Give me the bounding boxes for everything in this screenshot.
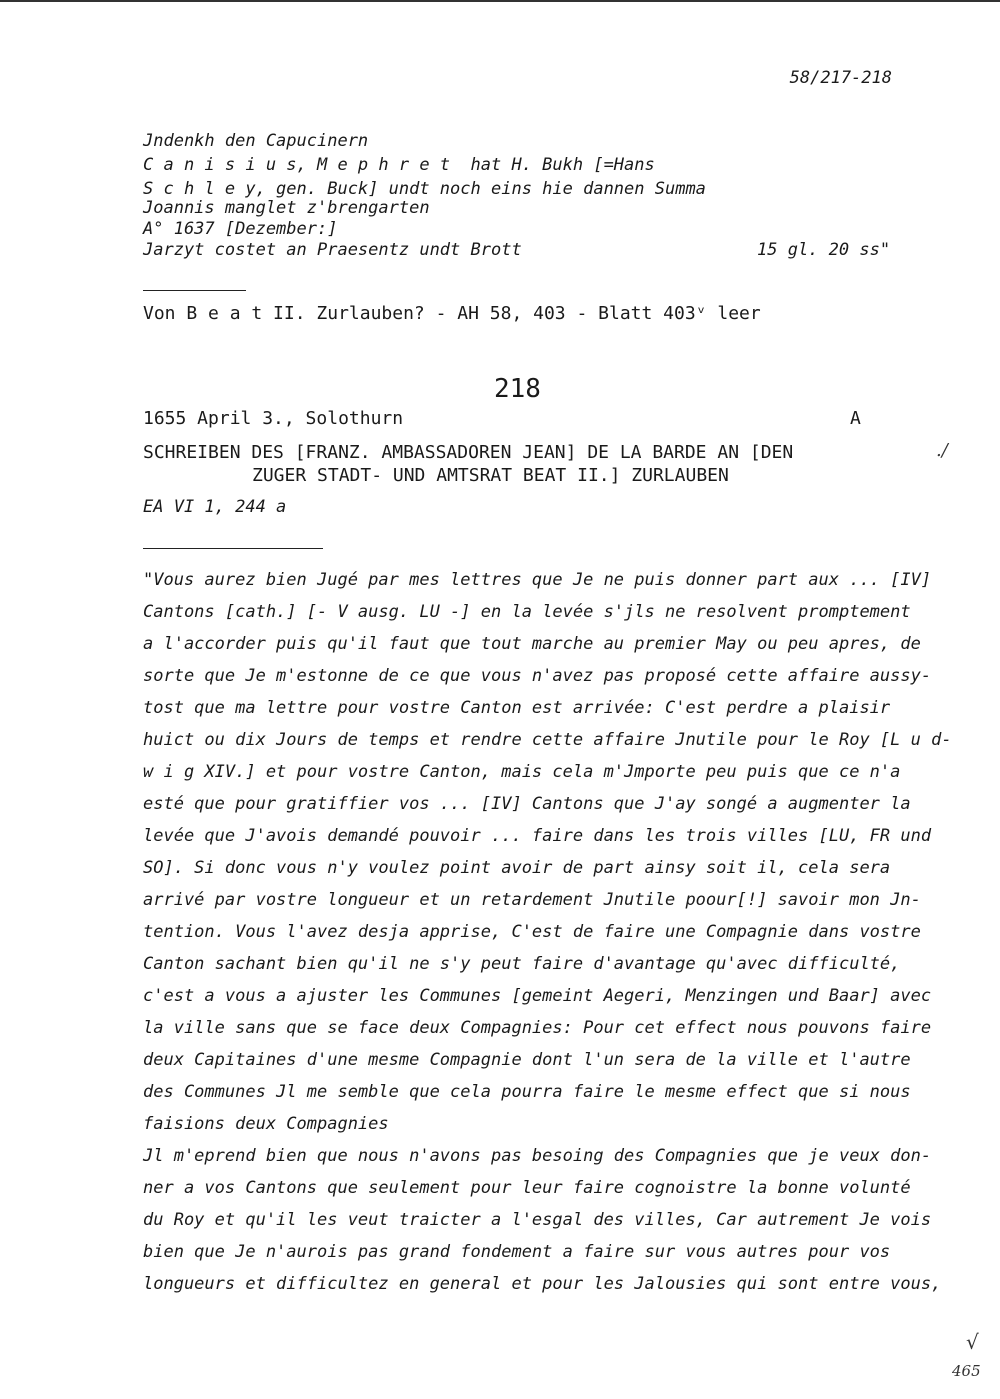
body-line: arrivé par vostre longueur et un retardement Jnutile poour[!] savoir mon Jn- [143, 890, 921, 910]
document-heading-line: ZUGER STADT- UND AMTSRAT BEAT II.] ZURLAUBEN [252, 465, 729, 486]
page-reference: 58/217-218 [789, 68, 892, 88]
check-mark: √ [966, 1330, 979, 1354]
prev-text-line: C a n i s i u s, M e p h r e t hat H. Bukh [=Hans [143, 155, 655, 175]
body-line: tention. Vous l'avez desja apprise, C'est de faire une Compagnie dans vostre [143, 922, 921, 942]
body-line: sorte que Je m'estonne de ce que vous n'avez pas proposé cette affaire aussy- [143, 666, 932, 686]
source-reference: EA VI 1, 244 a [143, 497, 287, 517]
separator-rule [143, 290, 246, 291]
body-line: a l'accorder puis qu'il faut que tout marche au premier May ou peu apres, de [143, 634, 921, 654]
prev-text-line: Jarzyt costet an Praesentz undt Brott [143, 240, 522, 260]
prev-text-line: Jndenkh den Capucinern [143, 131, 369, 151]
body-line: esté que pour gratiffier vos ... [IV] Cantons que J'ay songé a augmenter la [143, 794, 911, 814]
body-line: deux Capitaines d'une mesme Compagnie dont l'un sera de la ville et l'autre [143, 1050, 911, 1070]
body-line: Cantons [cath.] [- V ausg. LU -] en la levée s'jls ne resolvent promptement [143, 602, 911, 622]
separator-rule [143, 548, 323, 549]
body-line: longueurs et difficultez en general et pour les Jalousies qui sont entre vous, [143, 1274, 942, 1294]
body-line: huict ou dix Jours de temps et rendre cette affaire Jnutile pour le Roy [L u d- [143, 730, 952, 750]
top-border [0, 0, 1000, 2]
body-line: Canton sachant bien qu'il ne s'y peut faire d'avantage qu'avec difficulté, [143, 954, 901, 974]
date-place: 1655 April 3., Solothurn [143, 408, 404, 429]
body-line: des Communes Jl me semble que cela pourra faire le mesme effect que si nous [143, 1082, 911, 1102]
body-line: tost que ma lettre pour vostre Canton est arrivée: C'est perdre a plaisir [143, 698, 891, 718]
body-line: bien que Je n'aurois pas grand fondement a faire sur vous autres pour vos [143, 1242, 891, 1262]
body-line: ner a vos Cantons que seulement pour leur faire cognoistre la bonne volunté [143, 1178, 911, 1198]
body-line: Jl m'eprend bien que nous n'avons pas besoing des Compagnies que je veux don- [143, 1146, 932, 1166]
prev-text-line: S c h l e y, gen. Buck] undt noch eins hie dannen Summa [143, 179, 706, 199]
prev-text-line: Joannis manglet z'brengarten [143, 198, 430, 218]
handwritten-folio: 465 [952, 1362, 981, 1380]
body-line: la ville sans que se face deux Compagnies: Pour cet effect nous pouvons faire [143, 1018, 932, 1038]
body-line: "Vous aurez bien Jugé par mes lettres que Je ne puis donner part aux ... [IV] [143, 570, 932, 590]
prev-text-line: A° 1637 [Dezember:] [143, 219, 338, 239]
document-heading-line: SCHREIBEN DES [FRANZ. AMBASSADOREN JEAN] DE LA BARDE AN [DEN [143, 442, 794, 463]
body-line: c'est a vous a ajuster les Communes [gemeint Aegeri, Menzingen und Baar] avec [143, 986, 932, 1006]
prev-text-amount: 15 gl. 20 ss" [757, 240, 891, 260]
body-line: SO]. Si donc vous n'y voulez point avoir de part ainsy soit il, cela sera [143, 858, 891, 878]
letter-class: A [850, 408, 861, 429]
body-line: faisions deux Compagnies [143, 1114, 389, 1134]
margin-mark: ./ [936, 440, 948, 461]
body-line: du Roy et qu'il les veut traicter a l'esgal des villes, Car autrement Je vois [143, 1210, 932, 1230]
provenance-line: Von B e a t II. Zurlauben? - AH 58, 403 - Blatt 403ᵛ leer [143, 303, 761, 324]
body-line: w i g XIV.] et pour vostre Canton, mais cela m'Jmporte peu puis que ce n'a [143, 762, 901, 782]
document-number: 218 [494, 374, 541, 404]
body-line: levée que J'avois demandé pouvoir ... faire dans les trois villes [LU, FR und [143, 826, 932, 846]
